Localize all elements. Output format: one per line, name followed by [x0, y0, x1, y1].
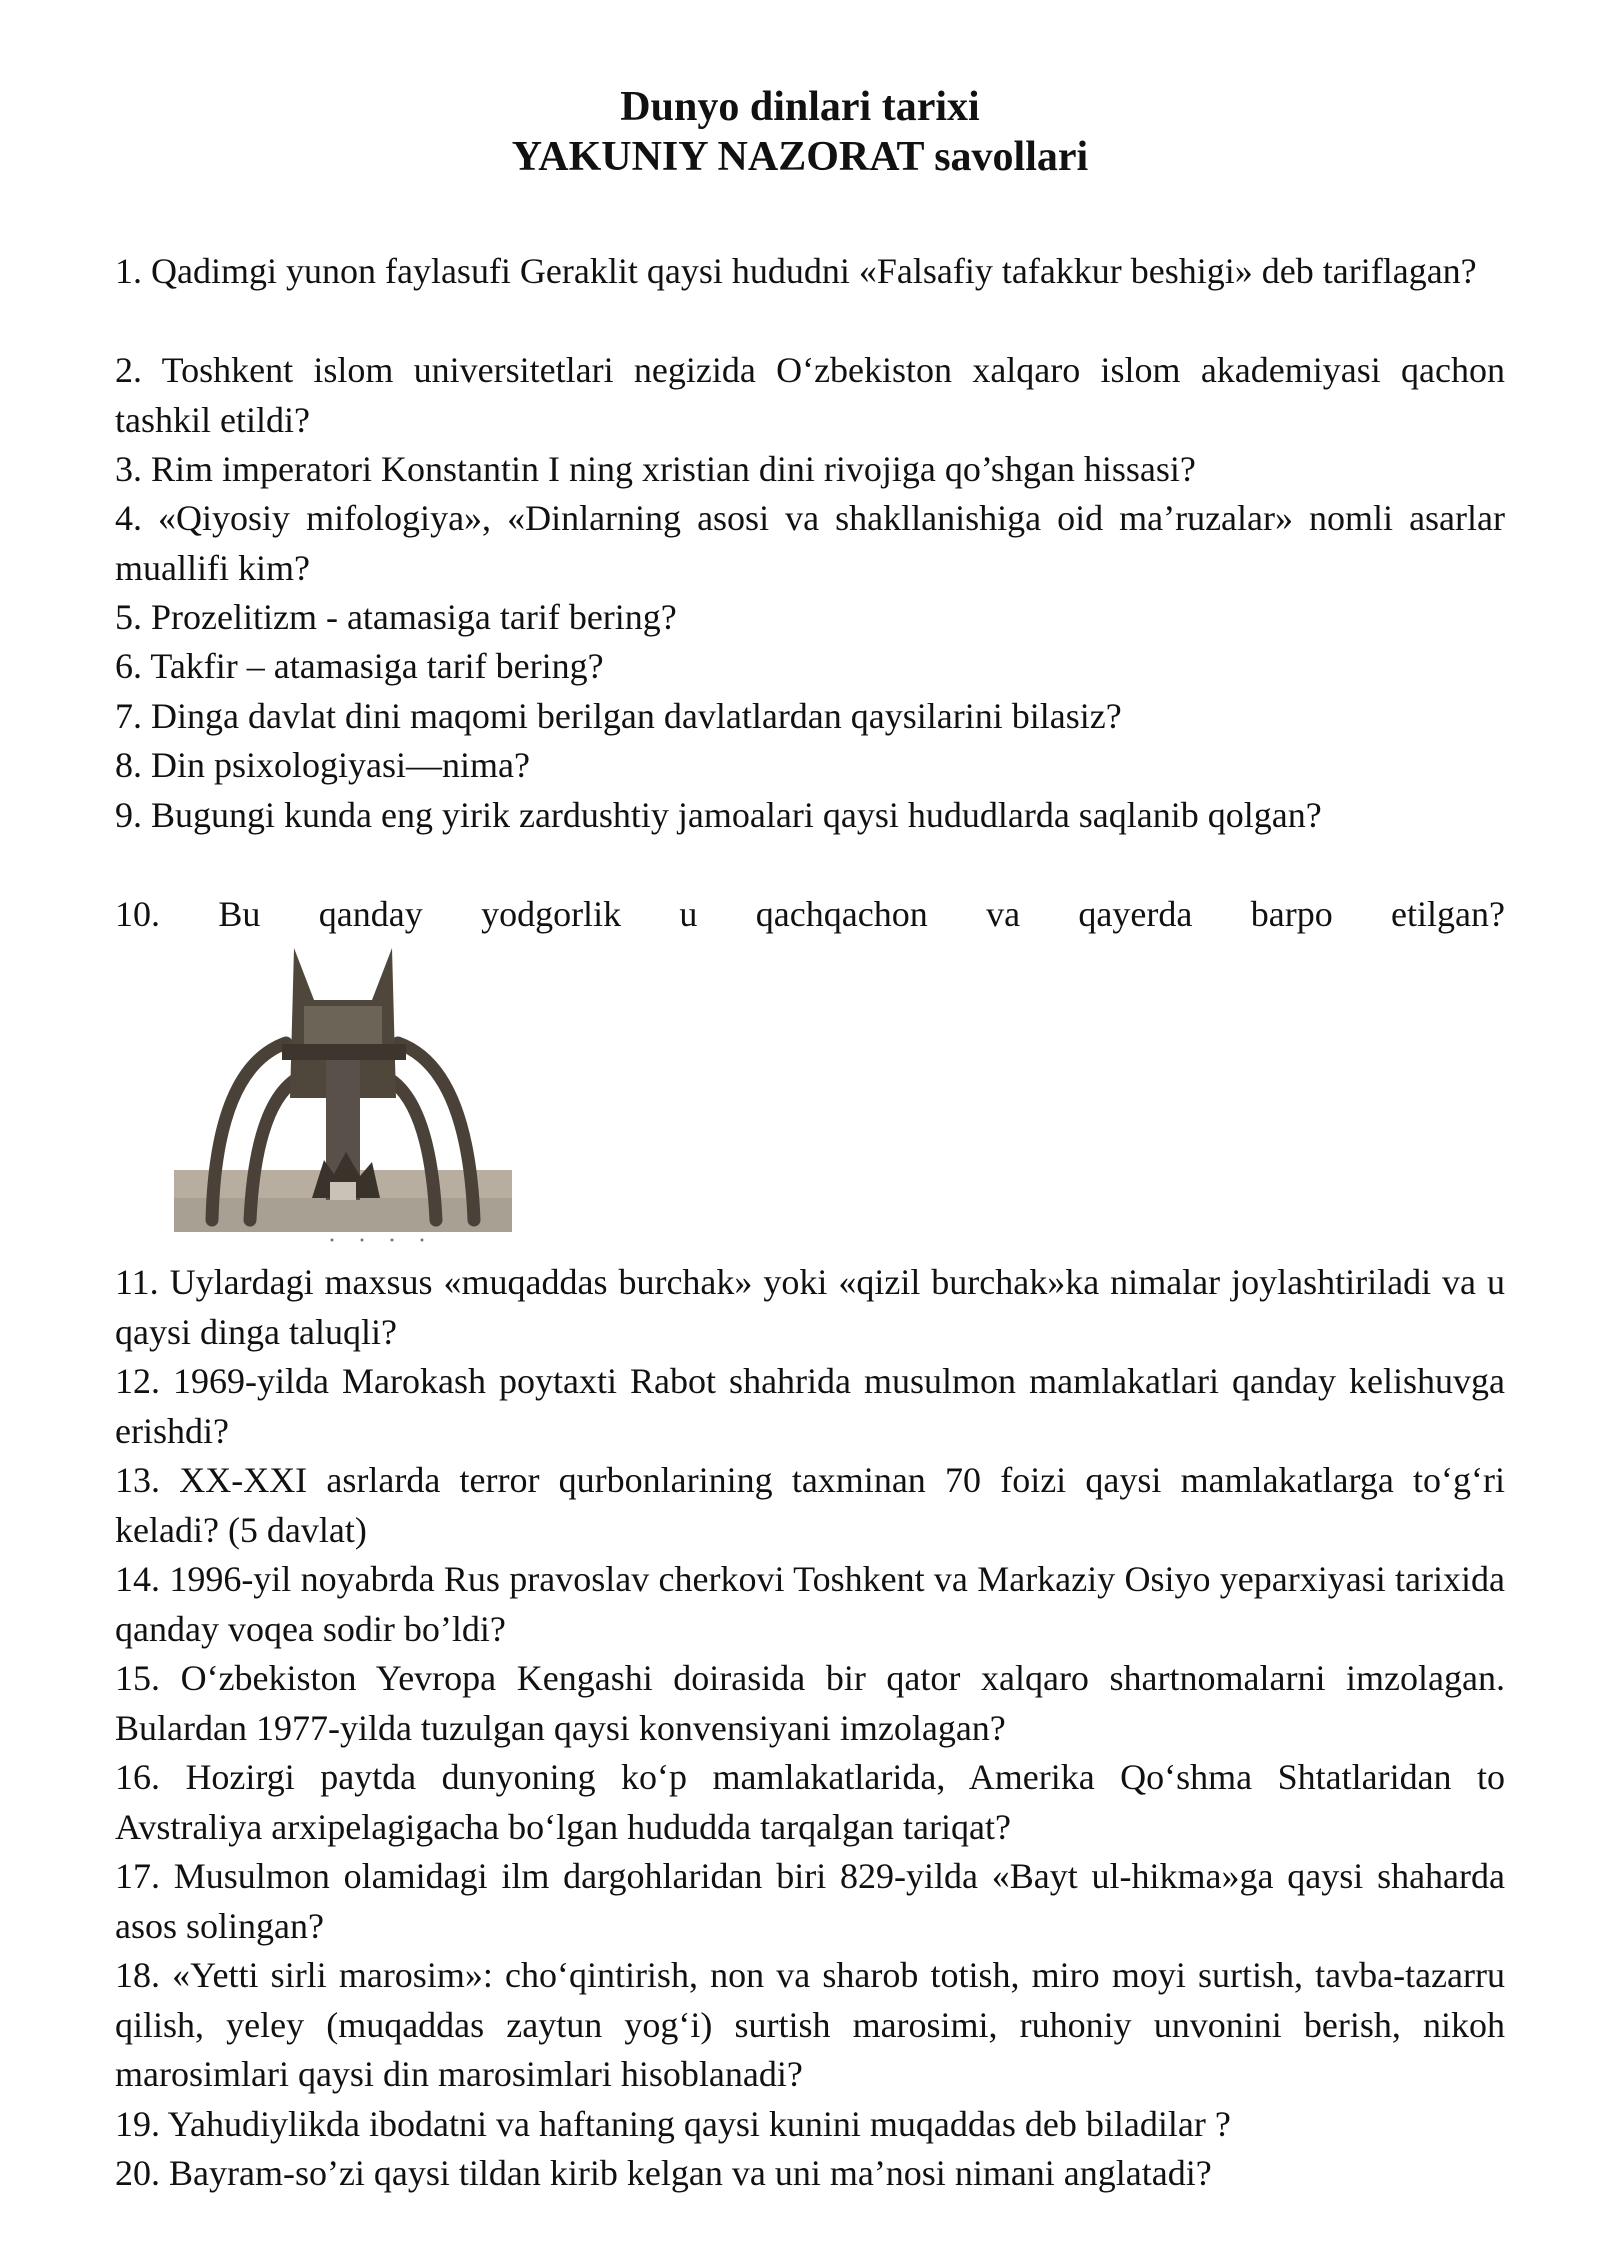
question-18: 18. «Yetti sirli marosim»: cho‘qintirish, non va sharob totish, miro moyi surtish, tavba-tazarru qilish, yeley (muqaddas zaytun yog‘i) surtish marosimi, ruhoniy unvonini berish, nikoh marosimlari qaysi din marosimlari hisoblanadi?: [115, 1955, 1505, 2094]
document-title: Dunyo dinlari tarixi: [620, 84, 980, 130]
question-4: 4. «Qiyosiy mifologiya», «Dinlarning asosi va shakllanishiga oid ma’ruzalar» nomli asarlar muallifi kim?: [115, 498, 1505, 588]
question-7: 7. Dinga davlat dini maqomi berilgan davlatlardan qaysilarini bilasiz?: [115, 696, 1122, 736]
monument-photo: [174, 948, 512, 1243]
question-10: 10. Bu qanday yodgorlik u qachqachon va qayerda barpo etilgan?: [115, 894, 1505, 934]
question-14: 14. 1996-yil noyabrda Rus pravoslav cherkovi Toshkent va Markaziy Osiyo yeparxiyasi tarixida qanday voqea sodir bo’ldi?: [115, 1559, 1505, 1649]
question-13: 13. XX-XXI asrlarda terror qurbonlarining taxminan 70 foizi qaysi mamlakatlarga to‘g‘ri keladi? (5 davlat): [115, 1460, 1505, 1550]
question-2: 2. Toshkent islom universitetlari negizida O‘zbekiston xalqaro islom akademiyasi qachon tashkil etildi?: [115, 350, 1505, 440]
question-11: 11. Uylardagi maxsus «muqaddas burchak» yoki «qizil burchak»ka nimalar joylashtiriladi va u qaysi dinga taluqli?: [115, 1262, 1505, 1352]
question-20: 20. Bayram-so’zi qaysi tildan kirib kelgan va uni ma’nosi nimani anglatadi?: [115, 2153, 1212, 2193]
question-6: 6. Takfir – atamasiga tarif bering?: [115, 646, 604, 686]
question-8: 8. Din psixologiyasi—nima?: [115, 745, 530, 785]
question-16: 16. Hozirgi paytda dunyoning ko‘p mamlakatlarida, Amerika Qo‘shma Shtatlaridan to Avstraliya arxipelagigacha bo‘lgan hududda tarqalgan tariqat?: [115, 1757, 1505, 1847]
document-subtitle: YAKUNIY NAZORAT savollari: [511, 134, 1089, 180]
question-9: 9. Bugungi kunda eng yirik zardushtiy jamoalari qaysi hududlarda saqlanib qolgan?: [115, 795, 1322, 835]
question-17: 17. Musulmon olamidagi ilm dargohlaridan biri 829-yilda «Bayt ul-hikma»ga qaysi shaharda asos solingan?: [115, 1856, 1505, 1946]
question-1: 1. Qadimgi yunon faylasufi Geraklit qaysi hududni «Falsafiy tafakkur beshigi» deb tariflagan?: [115, 251, 1477, 291]
question-15: 15. O‘zbekiston Yevropa Kengashi doirasida bir qator xalqaro shartnomalarni imzolagan. Bulardan 1977-yilda tuzulgan qaysi konvensiyani imzolagan?: [115, 1658, 1505, 1748]
question-19: 19. Yahudiylikda ibodatni va haftaning qaysi kunini muqaddas deb biladilar ?: [115, 2104, 1231, 2144]
question-12: 12. 1969-yilda Marokash poytaxti Rabot shahrida musulmon mamlakatlari qanday kelishuvga erishdi?: [115, 1361, 1505, 1451]
question-5: 5. Prozelitizm - atamasiga tarif bering?: [115, 597, 677, 637]
question-3: 3. Rim imperatori Konstantin I ning xristian dini rivojiga qo’shgan hissasi?: [115, 449, 1196, 489]
